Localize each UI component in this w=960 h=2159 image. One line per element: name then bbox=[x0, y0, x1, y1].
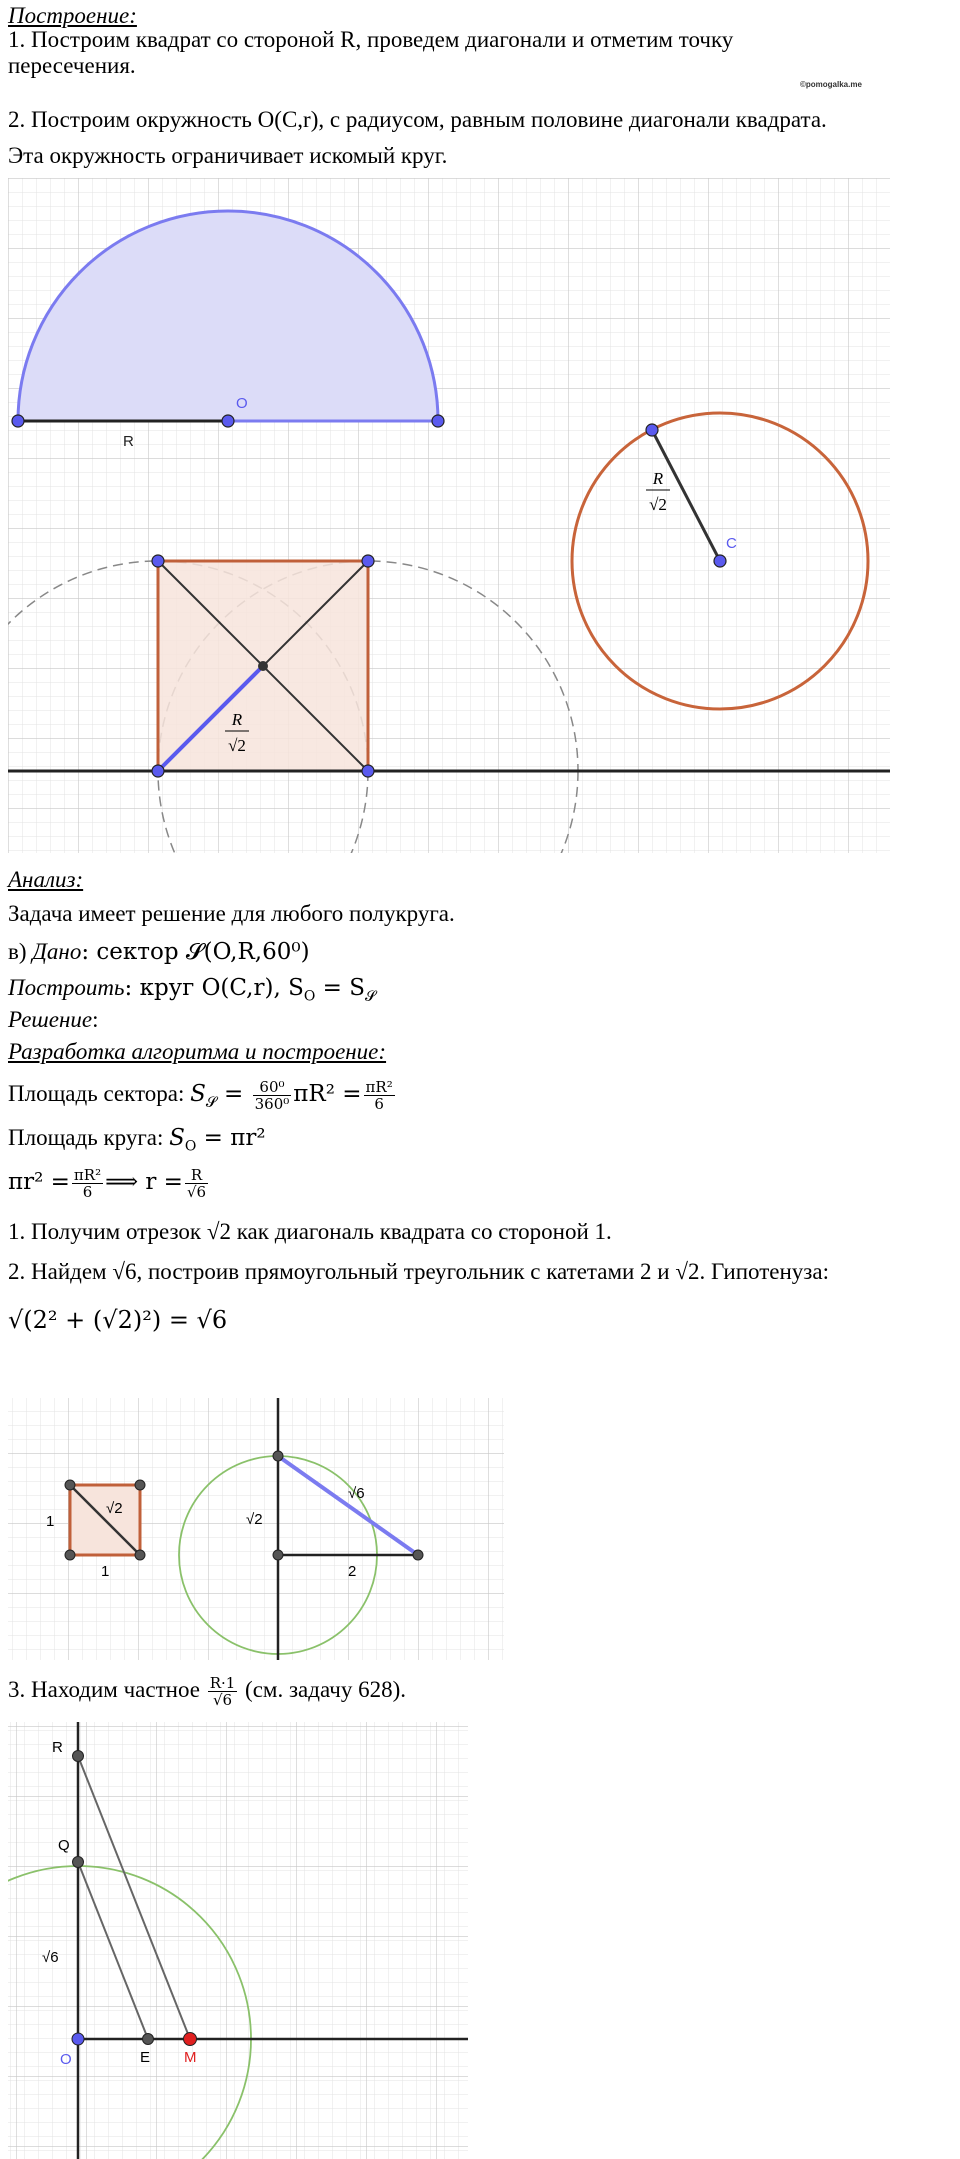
point-M bbox=[184, 2033, 197, 2046]
circle-area-line bbox=[8, 1122, 266, 1163]
label-diagonal: √2 bbox=[106, 1500, 123, 1517]
step-1-text: 1. Построим квадрат со стороной R, проведем диагонали и отметим точку bbox=[8, 27, 734, 52]
figure-quotient-construction bbox=[8, 1722, 468, 2159]
triangle-point-top bbox=[273, 1451, 283, 1461]
hypotenuse-formula: √(2² + (√2)²) = √6 bbox=[8, 1306, 228, 1334]
label-Q: Q bbox=[58, 1837, 70, 1854]
point-diagonal-intersection bbox=[258, 661, 268, 671]
point-O bbox=[72, 2033, 84, 2045]
solution-line bbox=[8, 1004, 99, 1036]
algorithm-step-3 bbox=[8, 1668, 406, 1712]
eq-lhs: πr² = bbox=[8, 1169, 70, 1195]
circle-area-s: S bbox=[169, 1125, 185, 1151]
frac-den-circle: √2 bbox=[649, 495, 667, 514]
point-square-tl bbox=[152, 555, 164, 567]
sector-area-line: Площадь сектора: $S_𝓢$ = $\frac{\text{60⁰}}{\text{360⁰}}$ πR² = $\frac{\text{πR²}}{6}$ bbox=[8, 1078, 393, 1114]
label-E: E bbox=[140, 2049, 151, 2066]
triangle-point-right bbox=[413, 1550, 423, 1560]
figure-square-construction bbox=[8, 178, 890, 853]
algorithm-heading: Разработка алгоритма и построение: bbox=[8, 1039, 387, 1064]
point-E bbox=[143, 2034, 154, 2045]
label-side-left: 1 bbox=[46, 1513, 55, 1530]
label-side-bottom: 1 bbox=[101, 1563, 110, 1580]
alg3-suffix: (см. задачу 628). bbox=[239, 1677, 406, 1702]
construct-eq: = S bbox=[315, 975, 365, 1001]
point-square-tr bbox=[362, 555, 374, 567]
point-circle-edge bbox=[646, 424, 658, 436]
sector-fraction-1: $\frac{\text{60⁰}}{\text{360⁰}}$ bbox=[254, 1078, 290, 1114]
construct-sub-1: O bbox=[303, 988, 316, 1005]
sector-mid: πR² = bbox=[293, 1081, 362, 1107]
step-2-continuation: Эта окружность ограничивает искомый круг. bbox=[8, 143, 448, 168]
frac-num-circle: R bbox=[652, 469, 664, 488]
radius-equation-line bbox=[8, 1160, 210, 1204]
point-C bbox=[714, 555, 726, 567]
circle-area-rhs: = πr² bbox=[196, 1125, 266, 1151]
algorithm-step-1: 1. Получим отрезок √2 как диагональ квадрата со стороной 1. bbox=[8, 1219, 612, 1244]
point-Q bbox=[73, 1857, 84, 1868]
watermark: ©pomogalka.me bbox=[800, 80, 862, 89]
label-C: C bbox=[726, 535, 737, 552]
point-O bbox=[222, 415, 234, 427]
label-leg-horizontal: 2 bbox=[348, 1563, 357, 1580]
alg3-fraction: $\frac{R\cdot 1}{√6}$ bbox=[209, 1674, 236, 1710]
sector-area-sub: 𝓢 bbox=[205, 1094, 217, 1111]
label-O: O bbox=[60, 2051, 72, 2068]
point-semicircle-right bbox=[432, 415, 444, 427]
construct-sub-2: 𝓢 bbox=[364, 988, 376, 1005]
step-1-continuation: пересечения. bbox=[8, 53, 136, 78]
given-text: : сектор 𝓢(O,R,60⁰) bbox=[81, 939, 310, 965]
sector-area-label: Площадь сектора: bbox=[8, 1081, 191, 1106]
frac-den-square: √2 bbox=[228, 736, 246, 755]
given-label: Дано bbox=[32, 939, 82, 964]
point-square-bl bbox=[152, 765, 164, 777]
label-O: O bbox=[236, 395, 248, 412]
given-line bbox=[8, 936, 310, 968]
analysis-text: Задача имеет решение для любого полукруга. bbox=[8, 901, 455, 926]
label-hypotenuse: √6 bbox=[348, 1485, 365, 1502]
square-point-bl bbox=[65, 1550, 75, 1560]
eq-fraction-1: $\frac{\text{πR²}}{6}$ bbox=[73, 1166, 102, 1202]
eq-fraction-2: $\frac{R}{√6}$ bbox=[186, 1166, 207, 1202]
sector-fraction-2: $\frac{\text{πR²}}{6}$ bbox=[365, 1078, 393, 1114]
alg3-prefix: 3. Находим частное bbox=[8, 1677, 206, 1702]
circle-area-label: Площадь круга: bbox=[8, 1125, 170, 1150]
analysis-heading: Анализ: bbox=[8, 867, 84, 892]
label-R: R bbox=[123, 433, 134, 450]
circle-area-sub: O bbox=[184, 1138, 197, 1155]
frac-num-square: R bbox=[231, 710, 243, 729]
triangle-point-origin bbox=[273, 1550, 283, 1560]
figure-hypotenuse-construction bbox=[8, 1398, 504, 1660]
point-square-br bbox=[362, 765, 374, 777]
square-point-tl bbox=[65, 1480, 75, 1490]
square-point-br bbox=[135, 1550, 145, 1560]
label-leg-vertical: √2 bbox=[246, 1511, 263, 1528]
label-M: M bbox=[184, 2049, 197, 2066]
label-sqrt6: √6 bbox=[42, 1949, 59, 1966]
algorithm-step-2: 2. Найдем √6, построив прямоугольный треугольник с катетами 2 и √2. Гипотенуза: bbox=[8, 1259, 829, 1284]
point-R bbox=[73, 1751, 84, 1762]
solution-colon: : bbox=[92, 1007, 99, 1032]
given-prefix: в) bbox=[8, 939, 33, 964]
construction-heading: Построение: bbox=[8, 3, 137, 28]
step-2-text: 2. Построим окружность O(C,r), с радиусом, равным половине диагонали квадрата. bbox=[8, 107, 827, 132]
eq-implies: ⟹ r = bbox=[105, 1169, 183, 1195]
solution-label: Решение bbox=[8, 1007, 93, 1032]
label-R: R bbox=[52, 1739, 63, 1756]
sector-area-s: S bbox=[190, 1081, 206, 1107]
construct-text: : круг O(C,r), S bbox=[124, 975, 304, 1001]
point-semicircle-left bbox=[12, 415, 24, 427]
construct-label: Построить bbox=[8, 975, 125, 1000]
square-point-tr bbox=[135, 1480, 145, 1490]
